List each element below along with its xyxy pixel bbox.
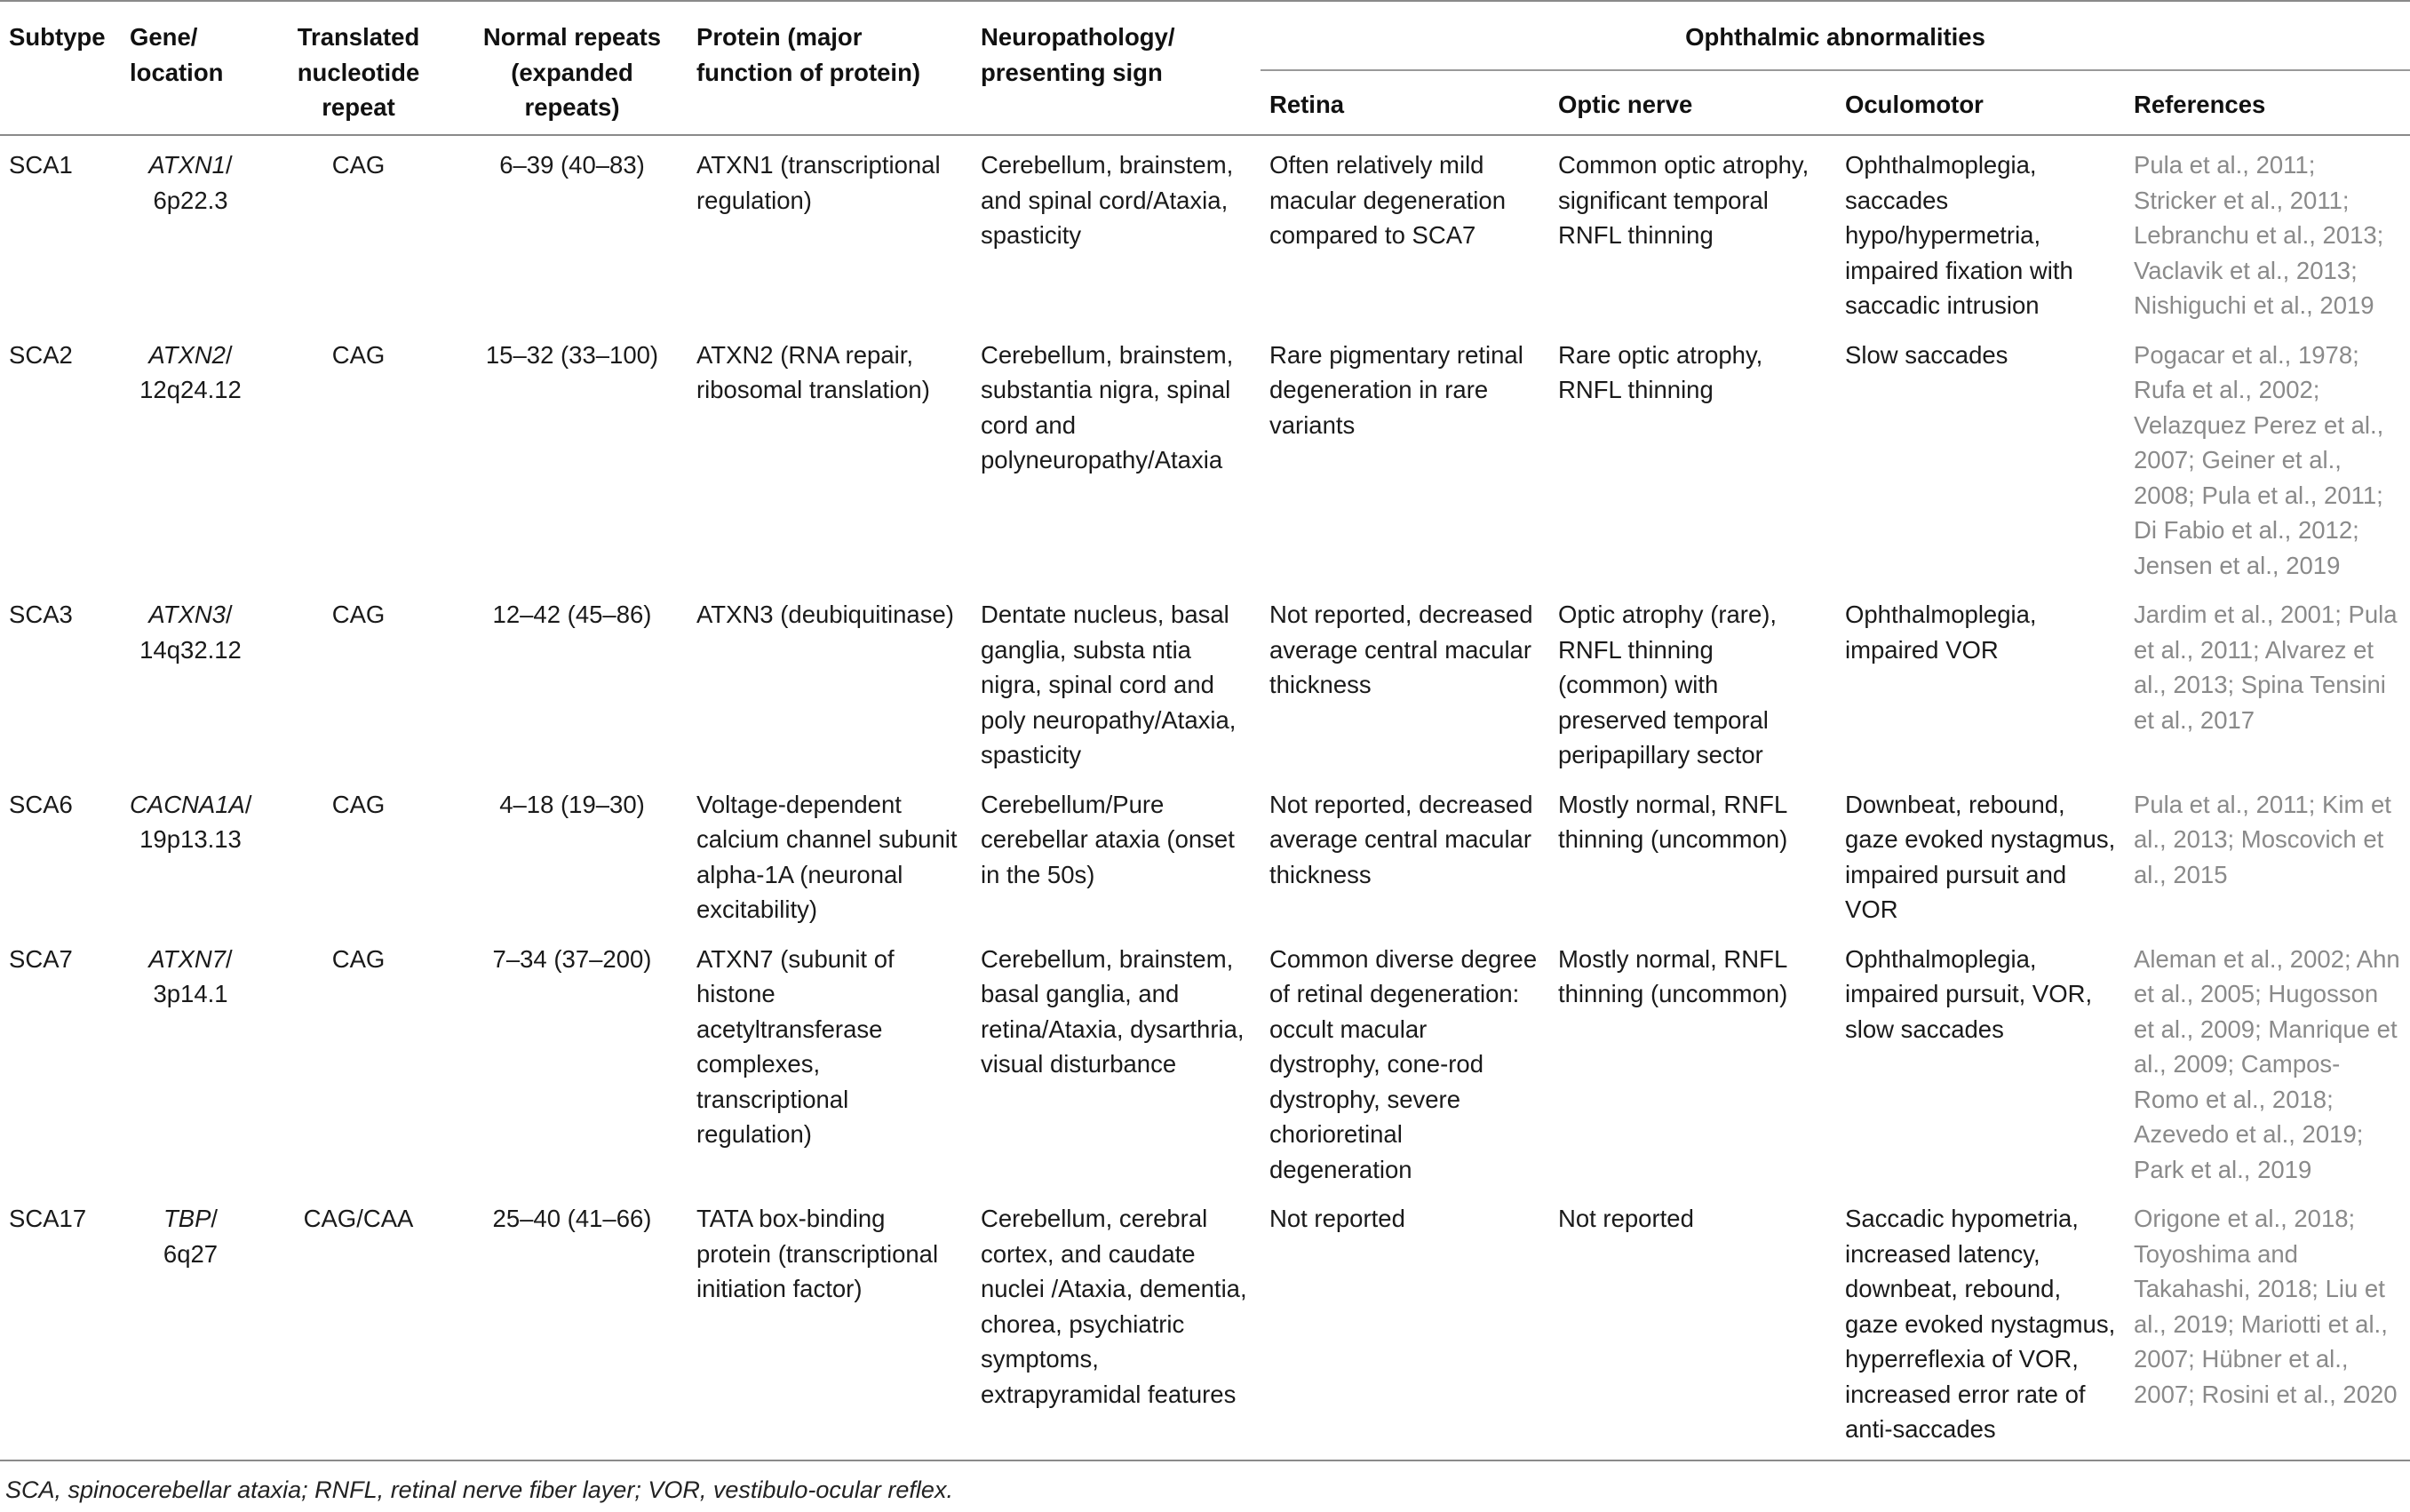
cell-subtype: SCA7 xyxy=(9,944,73,973)
cell-retina: Common diverse degree of retinal degeneration: occult macular dystrophy, cone-rod dystrophy, severe chorioretinal degeneration xyxy=(1269,944,1538,1183)
cell-oculomotor: Ophthalmoplegia, impaired pursuit, VOR, slow saccades xyxy=(1845,944,2093,1043)
table-body xyxy=(0,135,2410,1460)
cell-normal-repeats: 15–32 (33–100) xyxy=(485,340,659,369)
cell-references: Origone et al., 2018; Toyoshima and Takahashi, 2018; Liu et al., 2019; Mariotti et al., 2007; Hübner et al., 2007; Rosini et al., 2020 xyxy=(2134,1205,2398,1408)
header-nucleotide-repeat: Translated nucleotide repeat xyxy=(297,23,420,121)
cell-repeat: CAG/CAA xyxy=(303,1205,414,1232)
cell-repeat: CAG xyxy=(331,601,386,628)
cell-subtype: SCA6 xyxy=(9,790,73,818)
cell-references: Pula et al., 2011; Stricker et al., 2011; Lebranchu et al., 2013; Vaclavik et al., 2013; Nishiguchi et al., 2019 xyxy=(2134,151,2384,319)
cell-gene-location: ATXN7/ 3p14.1 xyxy=(148,944,233,1007)
header-gene-location: Gene/ location xyxy=(130,23,224,86)
cell-protein: ATXN3 (deubiquitinase) xyxy=(696,601,954,628)
gene-locus: 6q27 xyxy=(163,1239,219,1268)
gene-name: ATXN7 xyxy=(148,944,226,973)
gene-name: ATXN3 xyxy=(148,601,226,628)
cell-references: Pula et al., 2011; Kim et al., 2013; Moscovich et al., 2015 xyxy=(2134,790,2391,888)
cell-neuropathology: Dentate nucleus, basal ganglia, substa ntia nigra, spinal cord and poly neuropathy/Ataxia, spasticity xyxy=(981,601,1237,768)
gene-name: ATXN1 xyxy=(148,151,226,179)
cell-optic-nerve: Rare optic atrophy, RNFL thinning xyxy=(1558,340,1763,403)
cell-optic-nerve: Common optic atrophy, significant temporal RNFL thinning xyxy=(1558,151,1809,249)
cell-neuropathology: Cerebellum, brainstem, basal ganglia, and retina/Ataxia, dysarthria, visual disturbance xyxy=(981,944,1245,1078)
cell-retina: Not reported xyxy=(1269,1205,1405,1232)
cell-optic-nerve: Optic atrophy (rare), RNFL thinning (common) with preserved temporal peripapillary sector xyxy=(1558,601,1778,768)
cell-normal-repeats: 6–39 (40–83) xyxy=(499,151,645,179)
cell-neuropathology: Cerebellum, brainstem, substantia nigra, spinal cord and polyneuropathy/Ataxia xyxy=(981,340,1234,473)
table-footnote: SCA, spinocerebellar ataxia; RNFL, retinal nerve fiber layer; VOR, vestibulo-ocular reflex. xyxy=(5,1476,953,1503)
cell-oculomotor: Downbeat, rebound, gaze evoked nystagmus, impaired pursuit and VOR xyxy=(1845,790,2116,923)
table-row xyxy=(0,326,2410,586)
cell-subtype: SCA2 xyxy=(9,340,73,369)
gene-name: ATXN2 xyxy=(148,340,226,369)
cell-optic-nerve: Not reported xyxy=(1558,1205,1694,1232)
cell-optic-nerve: Mostly normal, RNFL thinning (uncommon) xyxy=(1558,790,1788,853)
cell-subtype: SCA1 xyxy=(9,151,73,179)
cell-retina: Not reported, decreased average central macular thickness xyxy=(1269,790,1533,888)
table-row xyxy=(0,930,2410,1190)
cell-repeat: CAG xyxy=(331,944,386,973)
table-header xyxy=(0,1,2410,135)
header-subtype: Subtype xyxy=(9,23,106,51)
header-retina: Retina xyxy=(1269,90,1345,118)
cell-normal-repeats: 12–42 (45–86) xyxy=(492,601,652,628)
header-references: References xyxy=(2134,90,2266,118)
table-row xyxy=(0,776,2410,930)
cell-protein: ATXN7 (subunit of histone acetyltransferase complexes, transcriptional regulation) xyxy=(696,944,895,1148)
cell-gene-location: ATXN2/ 12q24.12 xyxy=(139,340,242,403)
cell-neuropathology: Cerebellum, brainstem, and spinal cord/Ataxia, spasticity xyxy=(981,151,1234,249)
cell-protein: TATA box-binding protein (transcriptional initiation factor) xyxy=(696,1205,939,1302)
cell-gene-location: ATXN3/ 14q32.12 xyxy=(139,601,242,664)
cell-references: Aleman et al., 2002; Ahn et al., 2005; Hugosson et al., 2009; Manrique et al., 2009; Campos-Romo et al., 2018; Azevedo et al., 2019; Park et al., 2019 xyxy=(2134,944,2400,1183)
cell-retina: Rare pigmentary retinal degeneration in rare variants xyxy=(1269,340,1523,439)
gene-name: CACNA1A xyxy=(130,790,245,818)
table-row xyxy=(0,585,2410,776)
cell-neuropathology: Cerebellum, cerebral cortex, and caudate nuclei /Ataxia, dementia, chorea, psychiatric symptoms, extrapyramidal features xyxy=(981,1205,1247,1408)
table-row xyxy=(0,135,2410,326)
cell-repeat: CAG xyxy=(331,340,386,369)
cell-references: Pogacar et al., 1978; Rufa et al., 2002; Velazquez Perez et al., 2007; Geiner et al., 2008; Pula et al., 2011; Di Fabio et al., 2012; Jensen et al., 2019 xyxy=(2134,340,2384,579)
cell-repeat: CAG xyxy=(331,151,386,179)
header-oculomotor: Oculomotor xyxy=(1845,90,1984,118)
cell-gene-location: TBP/ 6q27 xyxy=(163,1205,219,1268)
cell-retina: Often relatively mild macular degeneration compared to SCA7 xyxy=(1269,151,1507,249)
gene-locus: 14q32.12 xyxy=(139,635,242,664)
cell-protein: Voltage-dependent calcium channel subunit alpha-1A (neuronal excitability) xyxy=(696,790,958,923)
cell-repeat: CAG xyxy=(331,790,386,818)
header-optic-nerve: Optic nerve xyxy=(1558,90,1693,118)
cell-oculomotor: Ophthalmoplegia, saccades hypo/hypermetria, impaired fixation with saccadic intrusion xyxy=(1845,151,2073,319)
header-neuropathology: Neuropathology/ presenting sign xyxy=(981,23,1175,86)
cell-gene-location: CACNA1A/ 19p13.13 xyxy=(130,790,252,853)
cell-oculomotor: Saccadic hypometria, increased latency, downbeat, rebound, gaze evoked nystagmus, hyperreflexia of VOR, increased error rate of anti-saccades xyxy=(1845,1205,2116,1443)
cell-gene-location: ATXN1/ 6p22.3 xyxy=(148,151,233,214)
cell-normal-repeats: 4–18 (19–30) xyxy=(499,790,645,818)
header-normal-repeats: Normal repeats (expanded repeats) xyxy=(482,23,662,121)
gene-locus: 19p13.13 xyxy=(139,825,242,853)
gene-name: TBP xyxy=(163,1205,211,1232)
gene-locus: 3p14.1 xyxy=(153,980,228,1007)
gene-locus: 6p22.3 xyxy=(153,186,228,214)
cell-subtype: SCA17 xyxy=(9,1205,87,1232)
table-row xyxy=(0,1190,2410,1460)
cell-protein: ATXN2 (RNA repair, ribosomal translation) xyxy=(696,340,930,403)
cell-subtype: SCA3 xyxy=(9,601,73,628)
cell-neuropathology: Cerebellum/Pure cerebellar ataxia (onset in the 50s) xyxy=(981,790,1235,888)
cell-optic-nerve: Mostly normal, RNFL thinning (uncommon) xyxy=(1558,944,1788,1007)
cell-retina: Not reported, decreased average central macular thickness xyxy=(1269,601,1533,698)
gene-locus: 12q24.12 xyxy=(139,376,242,403)
cell-protein: ATXN1 (transcriptional regulation) xyxy=(696,151,941,214)
cell-oculomotor: Ophthalmoplegia, impaired VOR xyxy=(1845,601,2037,664)
cell-references: Jardim et al., 2001; Pula et al., 2011; Alvarez et al., 2013; Spina Tensini et al., 2017 xyxy=(2134,601,2398,734)
cell-oculomotor: Slow saccades xyxy=(1845,340,2008,369)
cell-normal-repeats: 7–34 (37–200) xyxy=(492,944,652,973)
cell-normal-repeats: 25–40 (41–66) xyxy=(492,1205,652,1232)
header-protein: Protein (major function of protein) xyxy=(696,23,921,86)
header-ophthalmic-abnormalities: Ophthalmic abnormalities xyxy=(1261,1,2410,70)
